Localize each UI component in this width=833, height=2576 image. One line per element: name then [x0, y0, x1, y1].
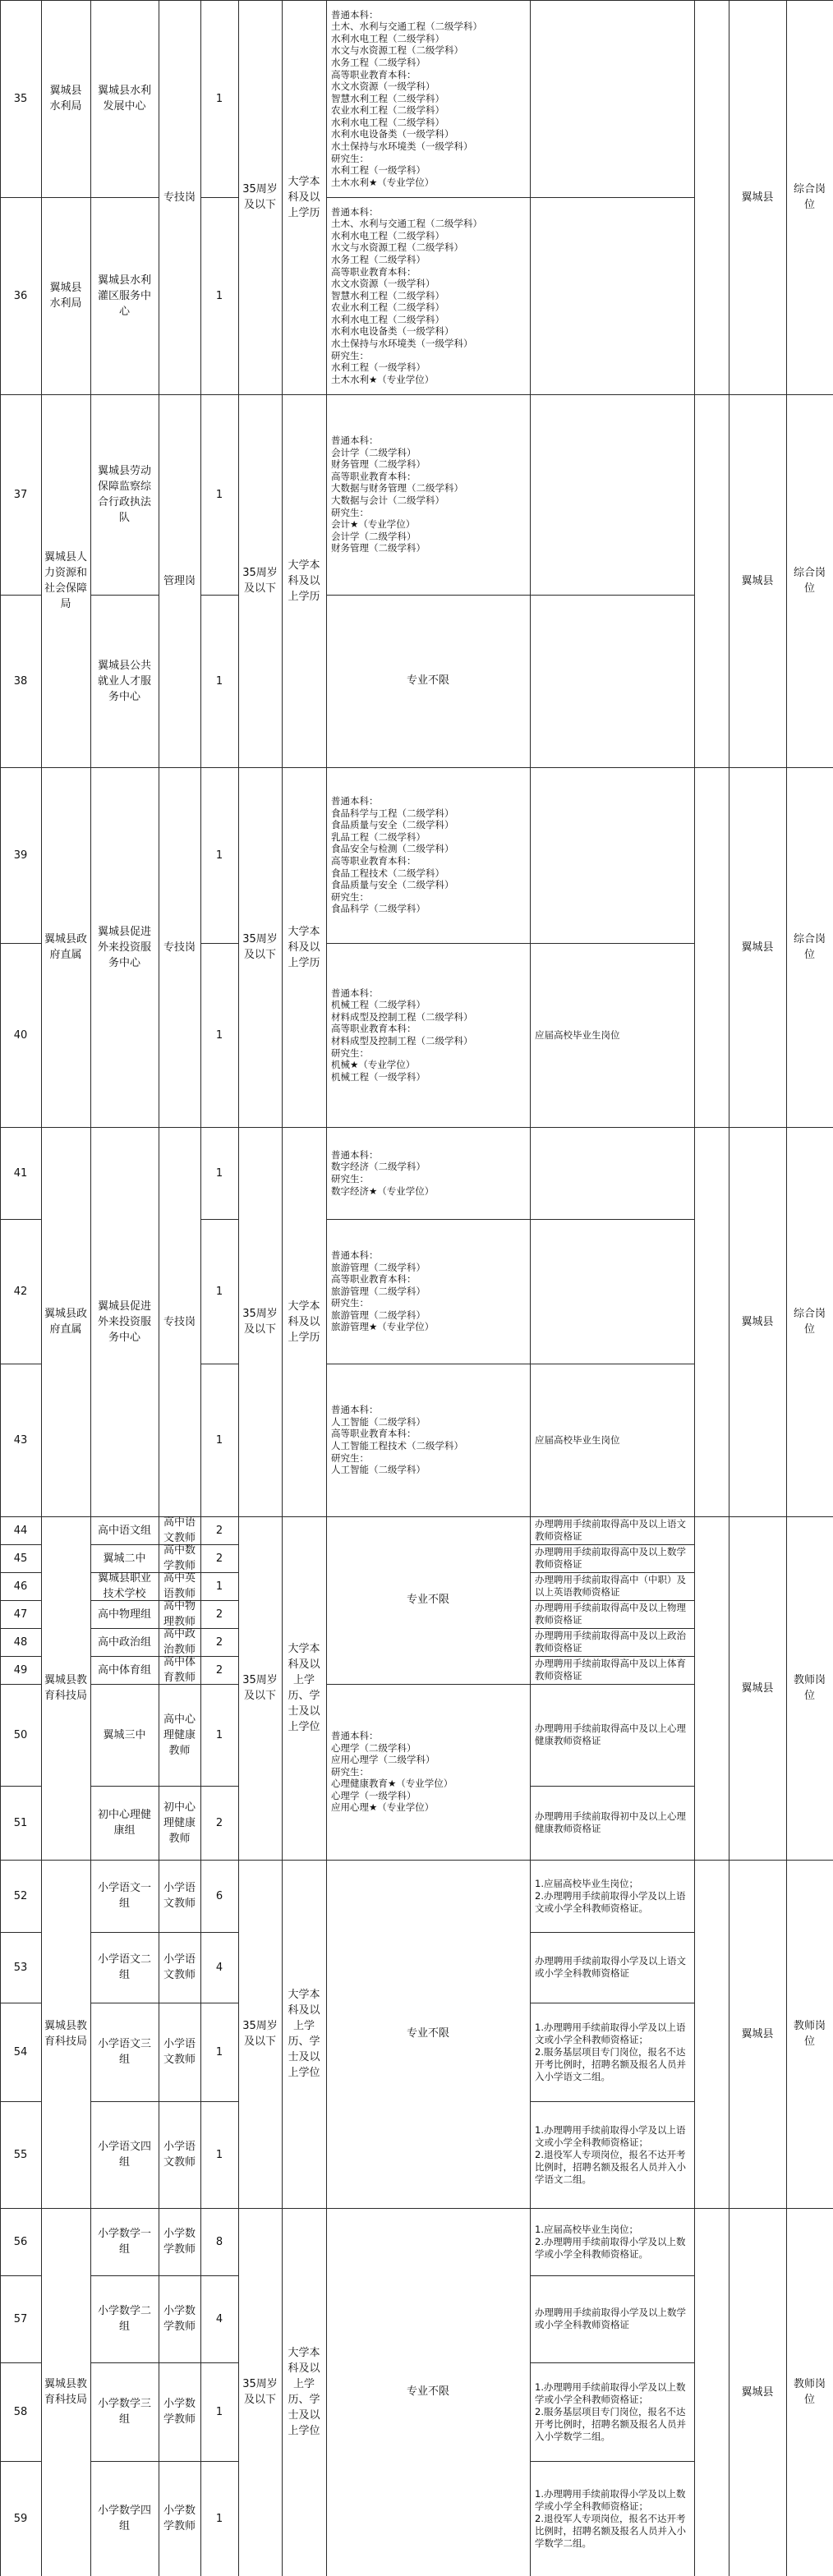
headcount: 1 — [215, 2148, 223, 2161]
row-number: 43 — [13, 1433, 28, 1447]
service-area: 翼城县 — [741, 1681, 774, 1695]
unit-name: 高中物理组 — [97, 1608, 151, 1621]
headcount: 1 — [215, 92, 223, 105]
unit-name: 翼城县职业技术学校 — [97, 1572, 151, 1600]
other-requirement: 1.办理聘用手续前取得小学及以上语文或小学全科教师资格证； 2.退役军人专项岗位，报名不达开考比例时，招聘名额及报名人员并入小学语文二组。 — [535, 2123, 686, 2185]
row-number: 47 — [13, 1608, 28, 1621]
row-number: 38 — [13, 674, 28, 688]
position-name: 高中政治教师 — [163, 1628, 196, 1656]
department: 翼城县政府直属 — [44, 1308, 87, 1336]
unit-name: 小学语文四组 — [97, 2141, 151, 2169]
headcount: 1 — [215, 1580, 223, 1593]
headcount: 1 — [215, 1433, 223, 1447]
row-number: 53 — [13, 1961, 28, 1974]
row-number: 56 — [13, 2235, 28, 2248]
education-requirement: 大学本科及以上学历 — [288, 559, 320, 603]
row-number: 42 — [13, 1285, 28, 1298]
position-name: 小学语文教师 — [163, 1953, 196, 1981]
other-requirement: 应届高校毕业生岗位 — [535, 1433, 620, 1446]
major-requirement: 普通本科： 数字经济（二级学科） 研究生： 数字经济★（专业学位） — [331, 1148, 435, 1197]
department: 翼城县教育科技局 — [44, 1674, 87, 1702]
headcount: 8 — [215, 2235, 223, 2248]
row-number: 45 — [13, 1552, 28, 1565]
headcount: 1 — [215, 2045, 223, 2058]
row-number: 41 — [13, 1166, 28, 1180]
unit-name: 翼城县促进外来投资服务中心 — [97, 925, 151, 969]
blank-cell — [694, 394, 729, 767]
headcount: 1 — [215, 674, 223, 688]
other-requirement: 1.办理聘用手续前取得小学及以上语文或小学全科教师资格证； 2.服务基层项目专门岗位，报名不达开考比例时，招聘名额及报名人员并入小学语文二组。 — [535, 2021, 686, 2082]
age-requirement: 35周岁及以下 — [242, 933, 278, 961]
headcount: 6 — [215, 1889, 223, 1902]
unit-name: 翼城县公共就业人才服务中心 — [97, 659, 151, 703]
position-name: 小学数学教师 — [163, 2505, 196, 2532]
other-requirement: 办理聘用手续前取得高中及以上语文教师资格证 — [535, 1518, 686, 1542]
department: 翼城县教育科技局 — [44, 2378, 87, 2406]
service-area: 翼城县 — [741, 941, 774, 954]
headcount: 1 — [215, 1728, 223, 1741]
service-area: 翼城县 — [741, 191, 774, 204]
unit-name: 翼城二中 — [103, 1552, 146, 1565]
post-type: 综合岗位 — [793, 933, 826, 961]
other-requirement — [530, 595, 694, 767]
row-number: 58 — [13, 2405, 28, 2418]
row-number: 55 — [13, 2148, 28, 2161]
position-name: 小学语文教师 — [163, 2141, 196, 2169]
major-requirement: 普通本科： 人工智能（二级学科） 高等职业教育本科： 人工智能工程技术（二级学科） 研究生： 人工智能（二级学科） — [331, 1404, 463, 1476]
unit-name: 小学语文一组 — [97, 1882, 151, 1910]
headcount: 2 — [215, 1635, 223, 1649]
age-requirement: 35周岁及以下 — [242, 1674, 278, 1702]
row-number: 54 — [13, 2045, 28, 2058]
other-requirement: 应届高校毕业生岗位 — [535, 1028, 620, 1041]
other-requirement: 办理聘用手续前取得初中及以上心理健康教师资格证 — [535, 1810, 686, 1834]
service-area: 翼城县 — [741, 1315, 774, 1328]
unit-name: 翼城县水利灌区服务中心 — [97, 274, 151, 318]
headcount: 2 — [215, 1524, 223, 1537]
position-name: 高中语文教师 — [163, 1516, 196, 1544]
age-requirement: 35周岁及以下 — [242, 2020, 278, 2048]
education-requirement: 大学本科及以上学历 — [288, 1300, 320, 1344]
blank-cell — [694, 1127, 729, 1516]
other-requirement: 办理聘用手续前取得小学及以上数学或小学全科教师资格证 — [535, 2307, 686, 2330]
headcount: 1 — [215, 488, 223, 501]
other-requirement — [530, 767, 694, 943]
blank-cell — [694, 2208, 729, 2576]
unit-name: 小学数学四组 — [97, 2505, 151, 2532]
other-requirement: 办理聘用手续前取得高中及以上政治教师资格证 — [535, 1630, 686, 1654]
row-number: 57 — [13, 2312, 28, 2325]
unit-name: 小学数学三组 — [97, 2398, 151, 2426]
other-requirement — [530, 1127, 694, 1219]
major-requirement: 专业不限 — [406, 1593, 449, 1606]
headcount: 1 — [215, 2405, 223, 2418]
headcount: 2 — [215, 1816, 223, 1829]
major-requirement: 普通本科： 食品科学与工程（二级学科） 食品质量与安全（二级学科） 乳品工程（二级学科） 食品安全与检测（二级学科） 高等职业教育本科： 食品工程技术（二级学科） 食品质量与安全（二级学科） 研究生： 食品科学（二级学科） — [331, 795, 454, 915]
department: 翼城县教育科技局 — [44, 2020, 87, 2048]
unit-name: 翼城县水利发展中心 — [97, 85, 151, 113]
other-requirement — [530, 197, 694, 394]
row-number: 35 — [13, 92, 28, 105]
row-number: 49 — [13, 1663, 28, 1677]
position-name: 小学语文教师 — [163, 2038, 196, 2066]
unit-name: 小学数学一组 — [97, 2228, 151, 2256]
headcount: 1 — [215, 1166, 223, 1180]
age-requirement: 35周岁及以下 — [242, 183, 278, 211]
position-name: 高中体育教师 — [163, 1656, 196, 1684]
headcount: 1 — [215, 2512, 223, 2525]
headcount: 2 — [215, 1552, 223, 1565]
position-name: 高中英语教师 — [163, 1572, 196, 1600]
row-number: 44 — [13, 1524, 28, 1537]
age-requirement: 35周岁及以下 — [242, 2378, 278, 2406]
major-requirement: 普通本科： 土木、水利与交通工程（二级学科） 水利水电工程（二级学科） 水文与水资源工程（二级学科） 水务工程（二级学科） 高等职业教育本科： 水文水资源（一级学科） 智慧水利工程（二级学科） 农业水利工程（二级学科） 水利水电工程（二级学科） 水利水电设备类（一级学科） 水土保持与水环境类（一级学科） 研究生： 水利工程（一级学科） 土木水利★（专业学位） — [331, 8, 482, 188]
major-requirement: 普通本科： 旅游管理（二级学科） 高等职业教育本科： 旅游管理（二级学科） 研究生： 旅游管理（二级学科） 旅游管理★（专业学位） — [331, 1249, 435, 1333]
row-number: 51 — [13, 1816, 28, 1829]
major-requirement: 专业不限 — [406, 2385, 449, 2398]
blank-cell — [694, 1860, 729, 2208]
service-area: 翼城县 — [741, 2385, 774, 2399]
other-requirement: 办理聘用手续前取得高中及以上体育教师资格证 — [535, 1658, 686, 1681]
department: 翼城县 水利局 — [49, 85, 82, 113]
other-requirement: 办理聘用手续前取得高中及以上心理健康教师资格证 — [535, 1723, 686, 1746]
headcount: 1 — [215, 1285, 223, 1298]
major-requirement: 普通本科： 土木、水利与交通工程（二级学科） 水利水电工程（二级学科） 水文与水资源工程（二级学科） 水务工程（二级学科） 高等职业教育本科： 水文水资源（一级学科） 智慧水利工程（二级学科） 农业水利工程（二级学科） 水利水电工程（二级学科） 水利水电设备类（一级学科） 水土保持与水环境类（一级学科） 研究生： 水利工程（一级学科） 土木水利★（专业学位） — [331, 205, 482, 385]
unit-name: 翼城三中 — [103, 1728, 146, 1741]
row-number: 36 — [13, 289, 28, 302]
unit-name: 小学数学二组 — [97, 2305, 151, 2333]
unit-name: 小学语文二组 — [97, 1953, 151, 1981]
education-requirement: 大学本科及以上学历、学士及以上学位 — [288, 1989, 320, 2079]
post-type: 教师岗位 — [793, 2378, 826, 2406]
unit-name: 高中政治组 — [97, 1635, 151, 1649]
other-requirement — [530, 394, 694, 595]
position-name: 小学数学教师 — [163, 2228, 196, 2256]
other-requirement: 1.应届高校毕业生岗位； 2.办理聘用手续前取得小学及以上语文或小学全科教师资格证。 — [535, 1877, 686, 1914]
row-number: 59 — [13, 2512, 28, 2525]
position-name: 高中物理教师 — [163, 1600, 196, 1628]
unit-name: 初中心理健康组 — [97, 1809, 151, 1837]
education-requirement: 大学本科及以上学历、学士及以上学位 — [288, 2347, 320, 2437]
other-requirement: 办理聘用手续前取得高中及以上物理教师资格证 — [535, 1602, 686, 1626]
post-category: 专技岗 — [163, 1315, 196, 1328]
row-number: 50 — [13, 1728, 28, 1741]
unit-name: 高中体育组 — [97, 1663, 151, 1677]
age-requirement: 35周岁及以下 — [242, 1308, 278, 1336]
headcount: 2 — [215, 1608, 223, 1621]
blank-cell — [694, 767, 729, 1127]
row-number: 37 — [13, 488, 28, 501]
headcount: 2 — [215, 1663, 223, 1677]
post-type: 教师岗位 — [793, 2020, 826, 2048]
major-requirement: 普通本科： 会计学（二级学科） 财务管理（二级学科） 高等职业教育本科： 大数据与财务管理（二级学科） 大数据与会计（二级学科） 研究生： 会计★（专业学位） 会计学（二级学科） 财务管理（二级学科） — [331, 435, 463, 554]
post-category: 专技岗 — [163, 941, 196, 954]
headcount: 4 — [215, 1961, 223, 1974]
education-requirement: 大学本科及以上学历 — [288, 175, 320, 219]
position-name: 小学数学教师 — [163, 2398, 196, 2426]
position-name: 初中心理健康教师 — [163, 1801, 196, 1845]
row-number: 48 — [13, 1635, 28, 1649]
major-requirement: 普通本科： 机械工程（二级学科） 材料成型及控制工程（二级学科） 高等职业教育本科： 材料成型及控制工程（二级学科） 研究生： 机械★（专业学位） 机械工程（一级学科） — [331, 987, 473, 1083]
department: 翼城县人力资源和社会保障局 — [44, 551, 87, 610]
headcount: 1 — [215, 289, 223, 302]
service-area: 翼城县 — [741, 574, 774, 587]
blank-cell — [694, 1516, 729, 1860]
service-area: 翼城县 — [741, 2027, 774, 2040]
headcount: 4 — [215, 2312, 223, 2325]
row-number: 39 — [13, 849, 28, 862]
position-name: 小学语文教师 — [163, 1882, 196, 1910]
unit-name: 高中语文组 — [97, 1524, 151, 1537]
post-type: 综合岗位 — [793, 567, 826, 595]
post-category: 专技岗 — [163, 191, 196, 204]
other-requirement: 办理聘用手续前取得高中及以上数学教师资格证 — [535, 1546, 686, 1570]
other-requirement: 1.应届高校毕业生岗位； 2.办理聘用手续前取得小学及以上数学或小学全科教师资格证。 — [535, 2223, 686, 2260]
major-requirement: 专业不限 — [406, 2026, 449, 2040]
position-name: 高中数学教师 — [163, 1544, 196, 1572]
post-type: 综合岗位 — [793, 1308, 826, 1336]
row-number: 52 — [13, 1889, 28, 1902]
unit-name: 翼城县劳动保障监察综合行政执法队 — [97, 465, 151, 524]
unit-name: 翼城县促进外来投资服务中心 — [97, 1300, 151, 1344]
position-name: 高中心理健康教师 — [163, 1713, 196, 1757]
row-number: 46 — [13, 1580, 28, 1593]
post-type: 教师岗位 — [793, 1674, 826, 1702]
department: 翼城县政府直属 — [44, 933, 87, 961]
education-requirement: 大学本科及以上学历 — [288, 925, 320, 969]
headcount: 1 — [215, 849, 223, 862]
headcount: 1 — [215, 1028, 223, 1042]
major-requirement: 普通本科： 心理学（二级学科） 应用心理学（二级学科） 研究生： 心理健康教育★（专业学位） 心理学（一级学科） 应用心理★（专业学位） — [331, 1729, 453, 1814]
other-requirement: 办理聘用手续前取得小学及以上语文或小学全科教师资格证 — [535, 1955, 686, 1979]
post-type: 综合岗位 — [793, 183, 826, 211]
other-requirement: 办理聘用手续前取得高中（中职）及以上英语教师资格证 — [535, 1574, 686, 1598]
other-requirement — [530, 1219, 694, 1364]
blank-cell — [694, 0, 729, 394]
post-category: 管理岗 — [163, 574, 196, 587]
row-number: 40 — [13, 1028, 28, 1042]
position-name: 小学数学教师 — [163, 2305, 196, 2333]
major-requirement: 专业不限 — [406, 674, 449, 687]
unit-name: 小学语文三组 — [97, 2038, 151, 2066]
other-requirement: 1.办理聘用手续前取得小学及以上数学或小学全科教师资格证； 2.退役军人专项岗位，报名不达开考比例时，招聘名额及报名人员并入小学数学二组。 — [535, 2487, 686, 2549]
other-requirement — [530, 0, 694, 197]
department: 翼城县 水利局 — [49, 282, 82, 310]
age-requirement: 35周岁及以下 — [242, 567, 278, 595]
education-requirement: 大学本科及以上学历、学士及以上学位 — [288, 1643, 320, 1733]
other-requirement: 1.办理聘用手续前取得小学及以上数学或小学全科教师资格证； 2.服务基层项目专门岗位，报名不达开考比例时，招聘名额及报名人员并入小学数学二组。 — [535, 2380, 686, 2442]
